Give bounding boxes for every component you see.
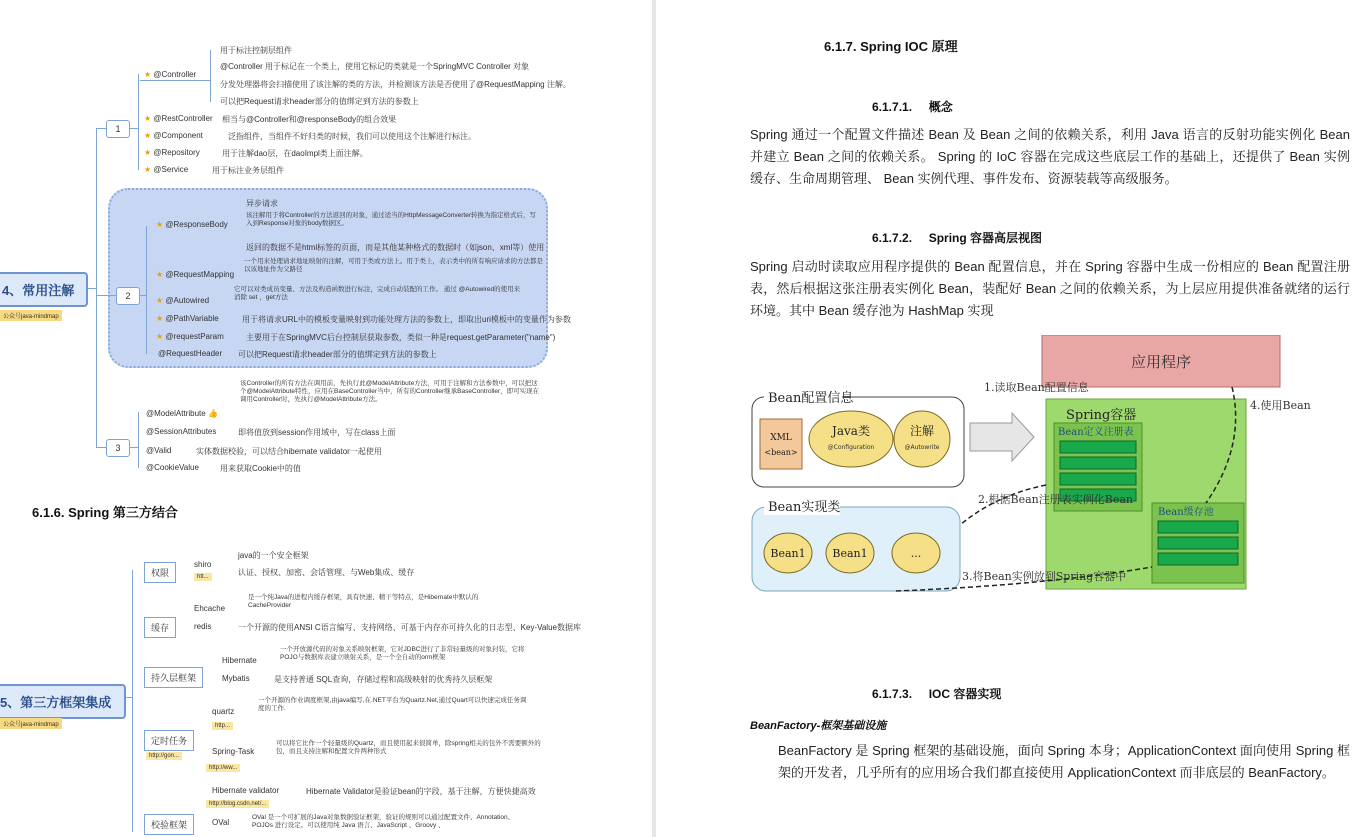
responsebody-detail-2: 该注解用于将Controller的方法返回的对象，通过适当的HttpMessageConverter转换为指定格式后，写入到Response对象的body数据区。 bbox=[246, 212, 537, 227]
group-cache: 缓存 bbox=[144, 617, 176, 638]
step2-label: 2.根据Bean注册表实例化Bean bbox=[978, 493, 1133, 506]
group-scheduling: 定时任务 bbox=[144, 730, 194, 751]
step1-arrow bbox=[970, 413, 1034, 461]
pathvariable-detail: 用于将请求URL中的模板变量映射到功能处理方法的参数上，即取出uri模板中的变量作为参数 bbox=[242, 315, 571, 324]
bean-config-label: Bean配置信息 bbox=[768, 391, 854, 406]
annotation-restcontroller: ★ @RestController bbox=[144, 114, 213, 123]
valid-detail: 实体数据校验，可以结合hibernate validator一起使用 bbox=[196, 447, 382, 456]
java-class-ellipse bbox=[809, 411, 893, 467]
annotation-requestparam: ★ @requestParam bbox=[156, 332, 224, 341]
annotation-ellipse bbox=[894, 411, 950, 467]
xml-doc bbox=[760, 419, 802, 469]
registry-row bbox=[1060, 473, 1136, 485]
container-label: Spring容器 bbox=[1066, 408, 1137, 423]
paragraph-beanfactory: BeanFactory 是 Spring 框架的基础设施，面向 Spring 本身；ApplicationContext 面向使用 Spring 框架的开发者，几乎所有的应用场合我们都直接使用 ApplicationContext 而非底层的 BeanFactory。 bbox=[778, 743, 1350, 780]
spring-task-detail: 可以将它比作一个轻量级的Quartz，而且使用起来很简单，除spring相关的包外不需要额外的包，而且支持注解和配置文件两种形式 bbox=[276, 740, 541, 755]
annotation-cookievalue: @CookieValue bbox=[146, 463, 199, 472]
cache-row bbox=[1158, 537, 1238, 549]
modelattribute-detail: 该Controller的所有方法在调用前，先执行此@ModelAttribute方法，可用于注解和方法参数中，可以把这个@ModelAttribute特性，应用在BaseController当中，所有的Controller继承BaseController，即可实现在调用Controller时，先执行@ModelAttribute方法。 bbox=[240, 380, 540, 403]
cache-label: Bean缓存池 bbox=[1158, 507, 1214, 518]
bean-impl-label: Bean实现类 bbox=[768, 500, 841, 515]
annotation-pathvariable: ★ @PathVariable bbox=[156, 314, 219, 323]
xml-sub: <bean> bbox=[764, 448, 798, 457]
component-detail: 泛指组件，当组件不好归类的时候，我们可以使用这个注解进行标注。 bbox=[228, 132, 476, 141]
quartz-note: http... bbox=[212, 722, 233, 730]
controller-detail-2: @Controller 用于标记在一个类上，使用它标记的类就是一个SpringMVC Controller 对象 bbox=[220, 62, 530, 71]
section-title-6-1-6: 6.1.6. Spring 第三方结合 bbox=[32, 505, 178, 520]
bean1-b-label: Bean1 bbox=[832, 547, 868, 560]
paragraph-concept: Spring 通过一个配置文件描述 Bean 及 Bean 之间的依赖关系，利用 Java 语言的反射功能实例化 Bean 并建立 Bean 之间的依赖关系。 Spring 的 IoC 容器在完成这些底层工作的基础上，还提供了 Bean 实例缓存、生命周期管理、 Bean 实例代理、事件发布、资源装载等高级服务。 bbox=[750, 127, 1350, 186]
hibernate-detail: 一个开放源代码的对象关系映射框架，它对JDBC进行了非常轻量级的对象封装，它将POJO与数据库表建立映射关系，是一个全自动的orm框架 bbox=[280, 646, 525, 661]
controller-detail-4: 可以把Request请求header部分的值绑定到方法的参数上 bbox=[220, 97, 419, 106]
step4-label: 4.使用Bean bbox=[1250, 399, 1311, 412]
registry-label: Bean定义注册表 bbox=[1058, 427, 1134, 438]
mindmap-root: 4、常用注解 bbox=[0, 272, 88, 307]
annotation-controller: ★ @Controller bbox=[144, 70, 197, 79]
controller-detail-1: 用于标注控制层组件 bbox=[220, 46, 292, 55]
redis-detail: 一个开源的使用ANSI C语言编写、支持网络、可基于内存亦可持久化的日志型、Key-Value数据库 bbox=[238, 623, 581, 632]
cache-row bbox=[1158, 553, 1238, 565]
registry-row bbox=[1060, 441, 1136, 453]
mybatis-detail: 是支持普通 SQL查询，存储过程和高级映射的优秀持久层框架 bbox=[274, 675, 493, 684]
spring-container-diagram bbox=[746, 335, 1326, 625]
left-page bbox=[0, 0, 652, 837]
mindmap-root-sub: 公众号java-mindmap bbox=[0, 310, 62, 321]
group-3-node: 3 bbox=[106, 439, 130, 457]
heading-6-1-7: 6.1.7. Spring IOC 原理 bbox=[824, 39, 958, 54]
annotation-component: ★ @Component bbox=[144, 131, 203, 140]
cache-row bbox=[1158, 521, 1238, 533]
annotation-requestmapping: ★ @RequestMapping bbox=[156, 270, 235, 279]
shiro-note: htt... bbox=[194, 573, 212, 581]
heading-6-1-7-3: 6.1.7.3. IOC 容器实现 bbox=[872, 687, 1002, 701]
item-ehcache: Ehcache bbox=[194, 604, 226, 613]
cookievalue-detail: 用来获取Cookie中的值 bbox=[220, 464, 301, 473]
group-2-node: 2 bbox=[116, 287, 140, 305]
third-party-root: 5、第三方框架集成 bbox=[0, 684, 126, 719]
item-shiro: shiro bbox=[194, 560, 212, 569]
oval-detail: OVal 是一个可扩展的Java对象数据验证框架，验证的规则可以通过配置文件、Annotation、POJOs 进行设定。可以使用纯 Java 语言、JavaScript 、Groovy 、 bbox=[252, 814, 515, 829]
item-quartz: quartz bbox=[212, 707, 235, 716]
right-page bbox=[656, 0, 1361, 837]
annotation-valid: @Valid bbox=[146, 446, 172, 455]
annotation-modelattribute: @ModelAttribute 👍 bbox=[146, 409, 218, 418]
beanfactory-heading: BeanFactory-框架基础设施 bbox=[750, 720, 887, 732]
annotation-service: ★ @Service bbox=[144, 165, 189, 174]
java-class-sub: @Configuration bbox=[827, 444, 875, 451]
bean1-a-label: Bean1 bbox=[770, 547, 806, 560]
step1-label: 1.读取Bean配置信息 bbox=[984, 381, 1089, 394]
group-1-node: 1 bbox=[106, 120, 130, 138]
group-persistence: 持久层框架 bbox=[144, 667, 203, 688]
spring-task-note: http://ww... bbox=[206, 764, 240, 772]
xml-label: XML bbox=[770, 433, 792, 443]
step3-label: 3.将Bean实例放到Spring容器中 bbox=[962, 570, 1127, 583]
item-hibernate-validator: Hibernate validator bbox=[212, 786, 280, 795]
shiro-detail-1: java的一个安全框架 bbox=[238, 551, 309, 560]
scheduling-note: http://gon... bbox=[146, 752, 182, 760]
annotation-autowired: ★ @Autowired bbox=[156, 296, 210, 305]
autowired-detail: 它可以对类成员变量、方法及构造函数进行标注，完成自动装配的工作。 通过 @Autowired的使用来消除 set ，get方法 bbox=[234, 286, 521, 301]
third-party-root-sub: 公众号java-mindmap bbox=[0, 718, 62, 729]
requestparam-detail: 主要用于在SpringMVC后台控制层获取参数，类似一种是request.getParameter("name") bbox=[246, 333, 556, 342]
restcontroller-detail: 相当与@Controller和@responseBody的组合效果 bbox=[222, 115, 397, 124]
responsebody-detail-1: 异步请求 bbox=[246, 199, 278, 208]
ehcache-detail: 是一个纯Java的进程内缓存框架，具有快速、精干等特点，是Hibernate中默认的CacheProvider bbox=[248, 594, 479, 609]
item-mybatis: Mybatis bbox=[222, 674, 250, 683]
java-class-label: Java类 bbox=[832, 424, 870, 438]
controller-detail-3: 分发处理器将会扫描使用了该注解的类的方法，并检测该方法是否使用了@RequestMapping 注解。 bbox=[220, 80, 571, 89]
hibernate-validator-detail: Hibernate Validator是验证bean的字段，基于注解，方便快捷高效 bbox=[306, 787, 536, 796]
requestmapping-detail: 一个用来处理请求地址映射的注解，可用于类或方法上。用于类上，表示类中的所有响应请求的方法都是以该地址作为父路径 bbox=[244, 258, 543, 273]
heading-6-1-7-2: 6.1.7.2. Spring 容器高层视图 bbox=[872, 231, 1043, 245]
annotation-sub: @Autowrite bbox=[904, 444, 940, 451]
item-oval: OVal bbox=[212, 818, 230, 827]
item-redis: redis bbox=[194, 622, 212, 631]
annotation-responsebody: ★ @ResponseBody bbox=[156, 220, 228, 229]
responsebody-detail-3: 返回的数据不是html标签的页面，而是其他某种格式的数据时（如json、xml等）使用 bbox=[246, 243, 545, 252]
repository-detail: 用于注解dao层，在daoImpl类上面注解。 bbox=[222, 149, 368, 158]
annotation-requestheader: @RequestHeader bbox=[158, 349, 223, 358]
bean-more-label: ... bbox=[910, 547, 922, 560]
registry-row bbox=[1060, 457, 1136, 469]
hibernate-validator-note: http://blog.csdn.net/... bbox=[206, 800, 269, 808]
app-label: 应用程序 bbox=[1130, 353, 1192, 371]
annotation-sessionattributes: @SessionAttributes bbox=[146, 427, 217, 436]
quartz-detail: 一个开源的作业调度框架,由java编写,在.NET平台为Quartz.Net,通过Quart可以快速完成任务调度的工作. bbox=[258, 697, 527, 712]
annotation-repository: ★ @Repository bbox=[144, 148, 200, 157]
item-spring-task: Spring-Task bbox=[212, 747, 255, 756]
heading-6-1-7-1: 6.1.7.1. 概念 bbox=[872, 100, 953, 114]
group-permission: 权限 bbox=[144, 562, 176, 583]
requestheader-detail: 可以把Request请求header部分的值绑定到方法的参数上 bbox=[238, 350, 437, 359]
sessionattributes-detail: 即将值放到session作用域中，写在class上面 bbox=[238, 428, 396, 437]
paragraph-container-view: Spring 启动时读取应用程序提供的 Bean 配置信息，并在 Spring 容器中生成一份相应的 Bean 配置注册表，然后根据这张注册表实例化 Bean，装配好 Bean 之间的依赖关系，为上层应用提供准备就绪的运行环境。其中 Bean 缓存池为 HashMap 实现 bbox=[750, 259, 1350, 318]
group-validation: 校验框架 bbox=[144, 814, 194, 835]
service-detail: 用于标注业务层组件 bbox=[212, 166, 284, 175]
annotation-label: 注解 bbox=[909, 424, 935, 438]
item-hibernate: Hibernate bbox=[222, 656, 257, 665]
shiro-detail-2: 认证、授权、加密、会话管理、与Web集成、缓存 bbox=[238, 568, 415, 577]
